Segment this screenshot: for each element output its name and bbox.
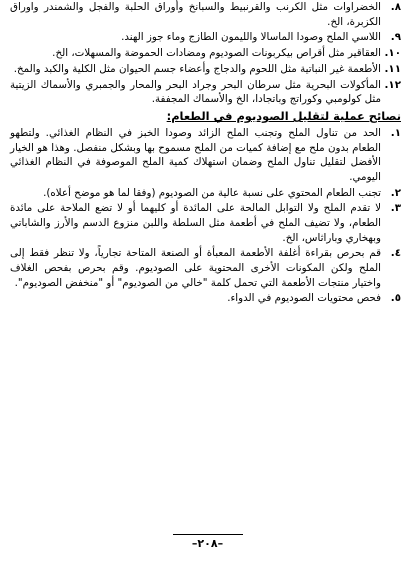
list-item [10, 201, 401, 245]
list-item-number: ٣. [390, 202, 401, 215]
list-item-text: الأطعمة غير النباتية مثل اللحوم والدجاج وأعضاء جسم الحيوان مثل الكلية والكبد والمخ. [13, 62, 381, 75]
list-item-text: قم بحرص بقراءة أغلفة الأطعمة المعبأة أو الصنعة المتاحة تجارياً، ولا تنظر فقط إلى الملح ولكن المكونات الأخرى المحتوية على الصوديوم. وقم بحرص بفحص الغلاف واختيار منتجات الأطعمة التي تحمل كلمة "خالي من الصوديوم" أو "منخفض الصوديوم". [10, 247, 381, 289]
page-content [10, 0, 401, 306]
list-item-number: ٩. [390, 31, 401, 44]
list-item-number: ٤. [390, 247, 401, 260]
list-item-number: ١١. [384, 62, 401, 75]
list-item-number: ٢. [390, 186, 401, 199]
list-item [10, 46, 401, 61]
list-item-text: فحص محتويات الصوديوم في الدواء. [227, 292, 381, 305]
list-item [10, 30, 401, 45]
list-item [10, 186, 401, 201]
list-item [10, 126, 401, 184]
list-item-text: العقاقير مثل أقراص بيكربونات الصوديوم ومضادات الحموضة والمسهلات، الخ. [52, 47, 381, 60]
list-item-text: تجنب الطعام المحتوي على نسبة عالية من الصوديوم (وفقا لما هو موضح أعلاه). [43, 186, 381, 199]
list-item [10, 78, 401, 107]
list-item-number: ١٠. [384, 47, 401, 60]
list-item-text: الخضراوات مثل الكرنب والقرنبيط والسبانخ وأوراق الحلبة والفجل والشمندر واوراق الكزبرة، الخ. [10, 1, 381, 28]
list-item-text: اللاسي الملح وصودا الماسالا والليمون الطازج وماء جوز الهند. [121, 31, 381, 44]
list-item [10, 291, 401, 306]
section-heading: نصائح عملية لتقليل الصوديوم في الطعام: [166, 109, 401, 124]
list-item-number: ١. [390, 127, 401, 140]
list-item [10, 62, 401, 77]
list-item [10, 246, 401, 290]
list-item-text: المأكولات البحرية مثل سرطان البحر وجراد البحر والمحار والجمبري والأسماك الزيتية مثل كولومبي وكوراتج وباتجادا، الخ والأسماك المجففة. [10, 78, 381, 106]
list-item-text: الحد من تناول الملح وتجنب الملح الزائد وصودا الخبز في النظام الغذائي. ولتطهو الطعام بدون ملح مع إضافة كميات من الملح مسموح بها وبشكل منفصل. وهذا هو الخيار الأفضل لتقليل تناول الملح وضمان استهلاك كمية الملح الموصوفة في النظام الغذائي اليومي. [10, 127, 381, 183]
list-item-number: ٨. [390, 1, 401, 13]
list-item-number: ١٢. [384, 78, 401, 91]
page-number: –٢٠٨– [173, 534, 243, 551]
list-item [10, 0, 401, 29]
list-item-text: لا تقدم الملح ولا التوابل المالحة على المائدة أو كليهما أو لا تضع الملاحة على مائدة الطعام، ولا تضيف الملح في أطعمة مثل السلطة واللبن منزوع الدسم والأرز والشاباتي وبهخاري وباراثاس، الخ. [10, 202, 381, 244]
list-item-number: ٥. [390, 292, 401, 305]
page-footer [0, 534, 415, 551]
